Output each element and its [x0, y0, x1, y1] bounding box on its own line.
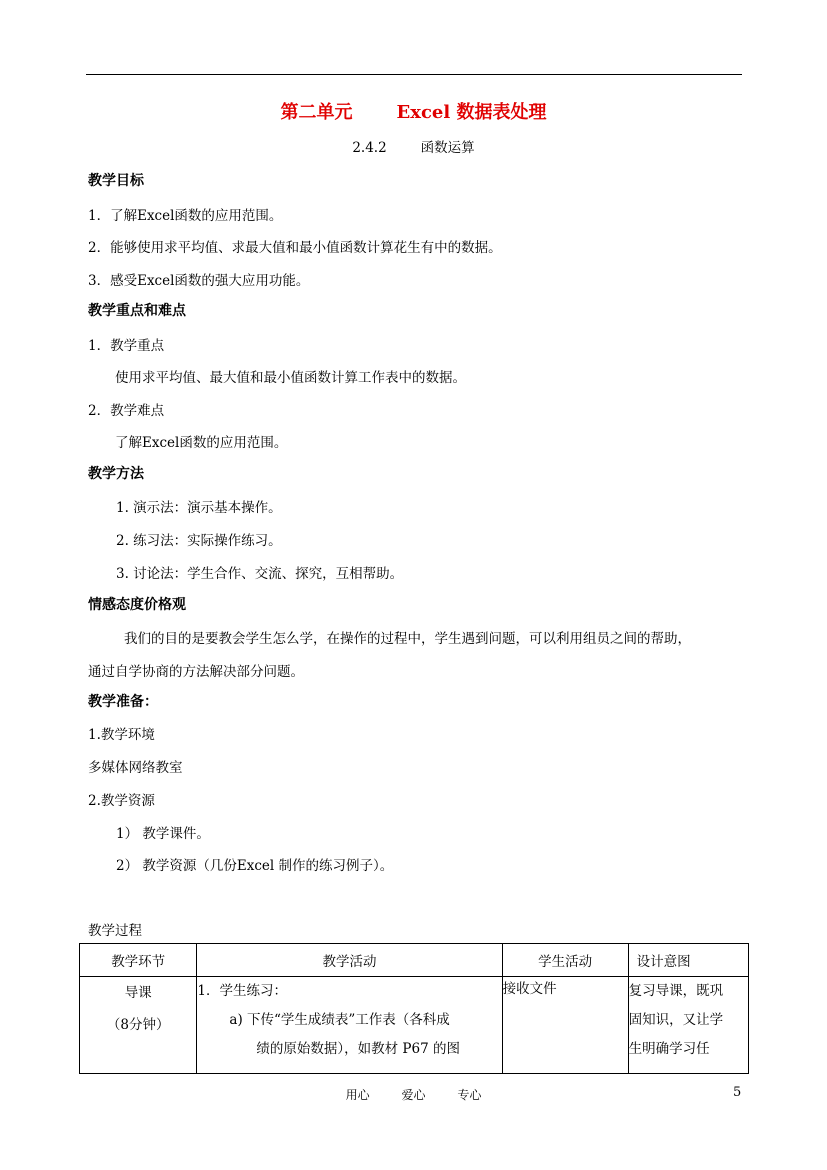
activity-cell — [197, 977, 502, 1074]
environment-label: 1.教学环境 — [88, 727, 155, 743]
objective-item: 2．能够使用求平均值、求最大值和最小值函数计算花生有中的数据。 — [88, 240, 502, 256]
environment-text: 多媒体网络教室 — [88, 760, 183, 776]
process-heading: 教学过程 — [88, 923, 142, 939]
section-subtitle — [0, 136, 827, 156]
stage-cell — [80, 977, 197, 1074]
design-intent-cell — [628, 977, 748, 1074]
objectives-heading: 教学目标 — [88, 173, 144, 189]
difficulty-text: 了解Excel函数的应用范围。 — [115, 435, 288, 451]
objective-item: 1．了解Excel函数的应用范围。 — [88, 208, 283, 224]
method-item: 3. 讨论法：学生合作、交流、探究，互相帮助。 — [116, 566, 404, 582]
intent-line: 固知识，又让学 — [628, 1012, 724, 1028]
title-text: Excel 数据表处理 — [396, 102, 547, 123]
resource-item: 2） 教学资源（几份Excel 制作的练习例子）。 — [116, 858, 394, 874]
intent-line: 复习导课，既巩 — [628, 983, 724, 999]
column-header: 设计意图 — [628, 944, 748, 977]
resource-item: 1） 教学课件。 — [116, 826, 210, 842]
values-paragraph-line: 通过自学协商的方法解决部分问题。 — [88, 664, 304, 680]
intent-line: 生明确学习任 — [628, 1041, 710, 1057]
footer-motto: 专心 — [457, 1088, 482, 1102]
table-row — [80, 977, 749, 1074]
objective-item: 3．感受Excel函数的强大应用功能。 — [88, 273, 310, 289]
footer-mottos — [0, 1086, 827, 1103]
focus-label: 1．教学重点 — [88, 338, 165, 354]
keypoints-heading: 教学重点和难点 — [88, 303, 186, 319]
methods-heading: 教学方法 — [88, 466, 144, 482]
footer-motto: 用心 — [345, 1088, 370, 1102]
resources-label: 2.教学资源 — [88, 793, 155, 809]
section-number: 2.4.2 — [352, 140, 387, 156]
unit-label: 第二单元 — [280, 102, 353, 123]
focus-text: 使用求平均值、最大值和最小值函数计算工作表中的数据。 — [115, 370, 466, 386]
activity-line: a) 下传“学生成绩表”工作表（各科成 — [229, 1012, 450, 1028]
difficulty-label: 2．教学难点 — [88, 403, 165, 419]
document-title — [0, 98, 827, 124]
activity-line: 绩的原始数据），如教材 P67 的图 — [256, 1041, 460, 1057]
column-header: 学生活动 — [502, 944, 628, 977]
column-header: 教学活动 — [197, 944, 502, 977]
column-header: 教学环节 — [80, 944, 197, 977]
header-rule — [86, 74, 742, 75]
method-item: 1. 演示法：演示基本操作。 — [116, 500, 282, 516]
student-activity-cell: 接收文件 — [502, 977, 628, 1074]
stage-duration: （8分钟） — [106, 1017, 170, 1033]
activity-line: 1．学生练习： — [197, 983, 287, 999]
process-table — [79, 943, 749, 1074]
table-header-row — [80, 944, 749, 977]
page-number: 5 — [733, 1085, 742, 1100]
values-paragraph-line: 我们的目的是要教会学生怎么学，在操作的过程中，学生遇到问题，可以利用组员之间的帮助， — [124, 631, 691, 647]
footer-motto: 爱心 — [401, 1088, 426, 1102]
method-item: 2. 练习法：实际操作练习。 — [116, 533, 282, 549]
values-heading: 情感态度价格观 — [88, 597, 186, 613]
section-title: 函数运算 — [420, 140, 475, 156]
preparation-heading: 教学准备： — [88, 694, 158, 710]
stage-name: 导课 — [124, 985, 152, 1001]
